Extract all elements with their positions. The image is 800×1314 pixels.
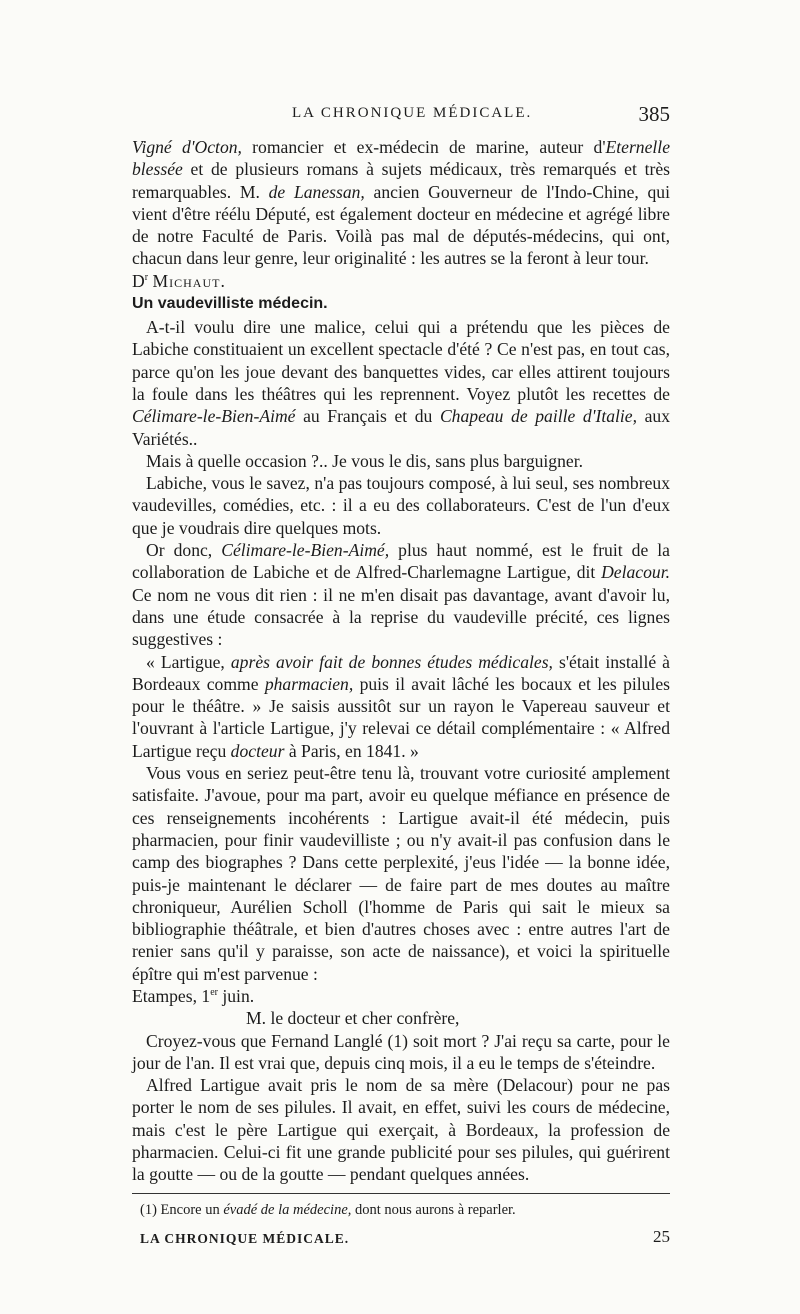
paragraph-1: Vigné d'Octon, romancier et ex-médecin de marine, auteur d'Eternelle blessée et de plusieurs romans à sujets médicaux, très remarqués et très remarquables. M. de Lanessan, ancien Gouverneur de l'Indo-Chine, qui vient d'être réélu Député, est également docteur en médecine et agrégé libre de notre Faculté de Paris. Voilà pas mal de députés-médecins, qui ont, chacun dans leur genre, leur originalité : les autres se la feront à leur tour. [132, 137, 670, 269]
paragraph-3: Mais à quelle occasion ?.. Je vous le dis, sans plus barguigner. [146, 450, 583, 471]
letter-paragraph-1: Croyez-vous que Fernand Langlé (1) soit mort ? J'ai reçu sa carte, pour le jour de l'an. Il est vrai que, depuis cinq mois, il a eu le temps de s'éteindre. [132, 1030, 670, 1073]
author-name: Vigné d'Octon, [132, 137, 242, 157]
book-title: Eternelle blessée [132, 137, 670, 180]
footnote: (1) Encore un évadé de la médecine, dont nous aurons à reparler. [140, 1201, 516, 1218]
letter-paragraph-2: Alfred Lartigue avait pris le nom de sa mère (Delacour) pour ne pas porter le nom de ses pilules. Il avait, en effet, suivi les cours de médecine, mais c'est le père Lartigue qui exerçait, à Bordeaux, la profession de pharmacien. Celui-ci fit une grande publicité pour ses pilules, qui guérirent la goutte — ou de la goutte — pendant quelques années. [132, 1075, 670, 1185]
footnote-rule [132, 1193, 670, 1194]
paragraph-2: A-t-il voulu dire une malice, celui qui a prétendu que les pièces de Labiche constituaient un excellent spectacle d'été ? Ce n'est pas, en tout cas, parce qu'on les joue devant des banquettes vides, car elles attirent toujours la foule dans les théâtres qui les reprennent. Voyez plutôt les recettes de Célimare-le-Bien-Aimé au Français et du Chapeau de paille d'Italie, aux Variétés.. [132, 317, 670, 449]
signature-number: 25 [653, 1226, 670, 1246]
footnote-separator [132, 1186, 670, 1200]
letter-salutation: M. le docteur et cher confrère, [246, 1008, 460, 1029]
paragraph-7: Vous vous en seriez peut-être tenu là, trouvant votre curiosité amplement satisfaite. J'avoue, pour ma part, avoir eu quelque méfiance en présence de ces renseignements incohérents : Lartigue avait-il été médecin, puis pharmacien, pour finir vaudevilliste ; ou n'y avait-il pas confusion dans le camp des biographes ? Dans cette perplexité, j'eus l'idée — la bonne idée, puis-je maintenant le déclarer — de faire part de mes doutes au maître chroniqueur, Aurélien Scholl (l'homme de Paris qui sait le mieux sa bibliographie théâtrale, et bien d'autres choses avec : entre autres l'art de renier sans qu'il y paraisse, son acte de naissance), et voici la spirituelle épître qui m'est parvenue : [132, 763, 670, 984]
section-title: Un vaudevilliste médecin. [132, 295, 328, 313]
letter-dateline: Etampes, 1er juin. [132, 985, 255, 1006]
page-footer [132, 1226, 670, 1250]
page-header [132, 103, 670, 127]
paragraph-4: Labiche, vous le savez, n'a pas toujours composé, à lui seul, ses nombreux vaudevilles, comédies, etc. : il a eu des collaborateurs. C'est de l'un d'eux que je voudrais dire quelques mots. [132, 473, 670, 538]
paragraph-5: Or donc, Célimare-le-Bien-Aimé, plus haut nommé, est le fruit de la collaboration de Labiche et de Alfred-Charlemagne Lartigue, dit Delacour. Ce nom ne vous dit rien : il ne m'en disait pas davantage, avant d'avoir lu, dans une étude consacrée à la reprise du vaudeville précité, ces lignes suggestives : [132, 540, 670, 650]
article-body [132, 136, 670, 1250]
page-number: 385 [638, 102, 670, 126]
paragraph-quote: « Lartigue, après avoir fait de bonnes études médicales, s'était installé à Bordeaux comme pharmacien, puis il avait lâché les bocaux et les pilules pour le théâtre. » Je saisis aussitôt sur un rayon le Vapereau sauveur et l'ouvrant à l'article Lartigue, j'y relevai ce détail complémentaire : « Alfred Lartigue reçu docteur à Paris, en 1841. » [132, 651, 670, 761]
running-title: LA CHRONIQUE MÉDICALE. [292, 105, 533, 121]
footer-title: LA CHRONIQUE MÉDICALE. [140, 1230, 350, 1246]
signature: $D^r$ Michaut. [132, 270, 226, 291]
deputy-name: de Lanessan, [268, 181, 365, 202]
